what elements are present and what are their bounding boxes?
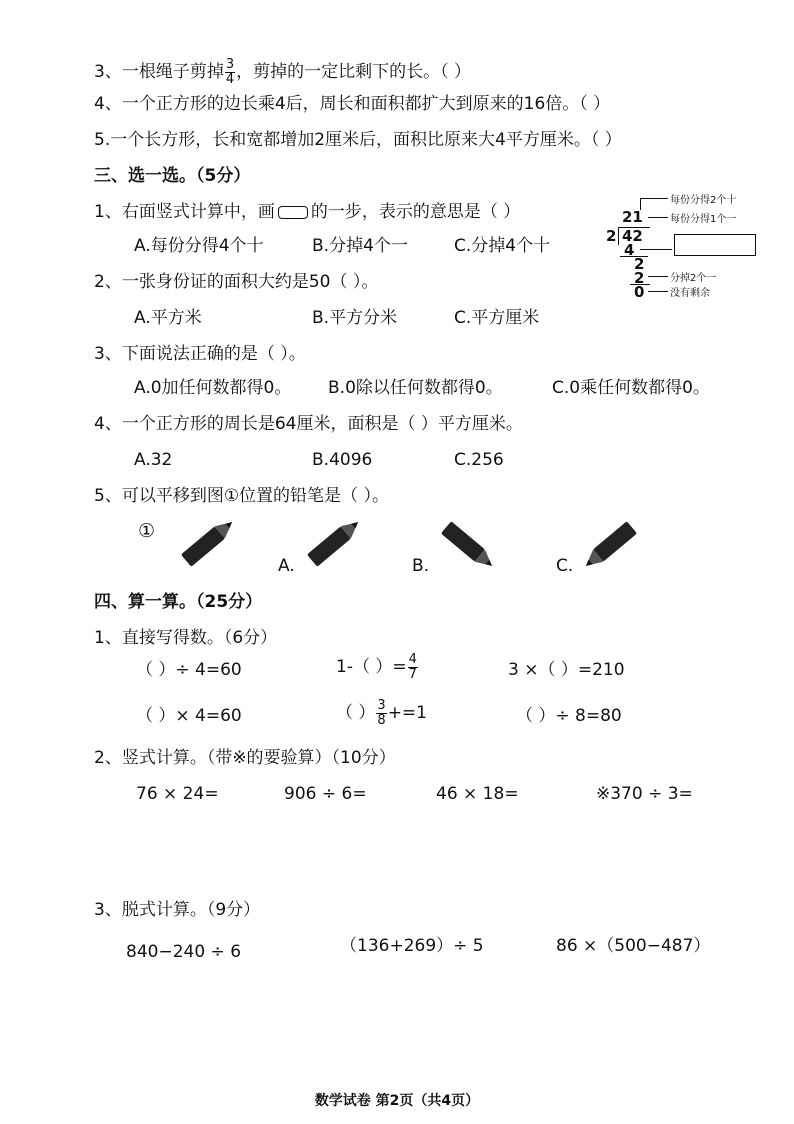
s3-q2-option-a: A.平方米	[134, 308, 202, 328]
dd-annotation-2: 每份分得1个一	[670, 214, 737, 225]
s3-q2-option-c: C.平方厘米	[454, 308, 540, 328]
dd-bracket-left	[618, 227, 619, 245]
s3-q4-option-a: A.32	[134, 450, 173, 470]
fraction-three-quarters: $\frac{3}{4}$	[225, 57, 235, 87]
vertical-1: 76 × 24=	[136, 784, 219, 804]
s3-q1	[94, 202, 520, 222]
dd-final: 0	[634, 283, 645, 301]
s3-q5: 5、可以平移到图①位置的铅笔是（ ）。	[94, 486, 389, 506]
dd-bracket-top	[618, 227, 650, 228]
direct-c: 3 ×（ ）=210	[508, 660, 625, 680]
judge-q3	[94, 58, 471, 86]
pencil-label-b: B.	[412, 556, 430, 576]
judge-q4: 4、一个正方形的边长乘4后，周长和面积都扩大到原来的16倍。（ ）	[94, 94, 611, 114]
dd-step2: 2	[634, 269, 645, 287]
s3-q4-option-b: B.4096	[312, 450, 373, 470]
dd-rule-1	[620, 256, 648, 257]
dd-leader-2	[648, 217, 668, 218]
pencil-label-c: C.	[556, 556, 574, 576]
pencil-b-icon	[428, 512, 504, 576]
s4-q3-title: 3、脱式计算。（9分）	[94, 900, 261, 920]
vertical-2: 906 ÷ 6=	[284, 784, 367, 804]
dd-annotation-3: 分掉2个一	[670, 273, 717, 284]
section3-heading: 三、选一选。（5分）	[94, 166, 251, 186]
s3-q2-option-b: B.平方分米	[312, 308, 398, 328]
s3-q3-option-a: A.0加任何数都得0。	[134, 378, 292, 398]
pencil-label-a: A.	[278, 556, 295, 576]
dd-answer-box	[674, 234, 756, 256]
dd-dividend: 42	[622, 227, 643, 245]
dd-leader-3	[640, 249, 672, 250]
s3-q2: 2、一张身份证的面积大约是50（ ）。	[94, 272, 379, 292]
judge-q3-pre: 3、一根绳子剪掉	[94, 62, 224, 83]
s3-q4-option-c: C.256	[454, 450, 504, 470]
s3-q1-option-b: B.分掉4个一	[312, 236, 408, 256]
dd-leader-1-drop	[640, 198, 641, 210]
pencil-c-icon	[574, 512, 650, 576]
dd-quotient: 21	[622, 208, 643, 226]
s3-q1-post: 的一步，表示的意思是（ ）	[310, 202, 521, 222]
vertical-3: 46 × 18=	[436, 784, 519, 804]
s3-q3-option-c: C.0乘任何数都得0。	[552, 378, 710, 398]
direct-a: （ ）÷ 4=60	[136, 660, 242, 680]
s3-q1-pre: 1、右面竖式计算中，画	[94, 202, 275, 222]
dd-leader-5	[648, 291, 668, 292]
direct-d: （ ）× 4=60	[136, 706, 242, 726]
direct-e	[336, 699, 427, 727]
stepwise-3: 86 ×（500−487）	[556, 936, 711, 956]
judge-q5: 5.一个长方形，长和宽都增加2厘米后，面积比原来大4平方厘米。（ ）	[94, 130, 622, 150]
dd-divisor: 2	[606, 227, 617, 245]
s3-q4: 4、一个正方形的周长是64厘米，面积是（ ）平方厘米。	[94, 414, 523, 434]
stepwise-2: （136+269）÷ 5	[340, 936, 484, 956]
direct-b-pre: 1-（ ）=	[336, 657, 407, 678]
pencil-a-icon	[294, 512, 370, 576]
direct-f: （ ）÷ 8=80	[516, 706, 622, 726]
s4-q1-title: 1、直接写得数。（6分）	[94, 628, 278, 648]
dd-step1: 4	[624, 241, 635, 259]
s3-q3-option-b: B.0除以任何数都得0。	[328, 378, 503, 398]
fraction-three-eighths: $\frac{3}{8}$	[377, 698, 386, 728]
dd-annotation-1: 每份分得2个十	[670, 195, 737, 206]
dd-leader-1	[640, 198, 668, 199]
s3-q1-option-c: C.分掉4个十	[454, 236, 551, 256]
dd-annotation-4: 没有剩余	[670, 288, 710, 299]
pencil-1-icon	[168, 512, 244, 576]
section4-heading: 四、算一算。（25分）	[94, 592, 263, 612]
fraction-four-sevenths: $\frac{4}{7}$	[408, 652, 417, 682]
dd-rule-2	[630, 284, 650, 285]
s3-q1-option-a: A.每份分得4个十	[134, 236, 264, 256]
pencil-label-1: ①	[138, 520, 156, 542]
rounded-box-icon	[278, 206, 308, 219]
stepwise-1: 840−240 ÷ 6	[126, 942, 242, 962]
dd-leader-4	[648, 276, 668, 277]
judge-q3-post: ，剪掉的一定比剩下的长。（ ）	[236, 62, 472, 83]
page-footer: 数学试卷 第2页（共4页）	[314, 1093, 480, 1109]
direct-e-pre: （ ）	[336, 703, 376, 724]
direct-b	[336, 653, 419, 681]
direct-e-post: +=1	[387, 703, 427, 724]
s3-q3: 3、下面说法正确的是（ ）。	[94, 344, 306, 364]
s4-q2-title: 2、竖式计算。（带※的要验算）（10分）	[94, 748, 396, 768]
dd-remainder1: 2	[634, 255, 645, 273]
vertical-4: ※370 ÷ 3=	[596, 784, 693, 804]
